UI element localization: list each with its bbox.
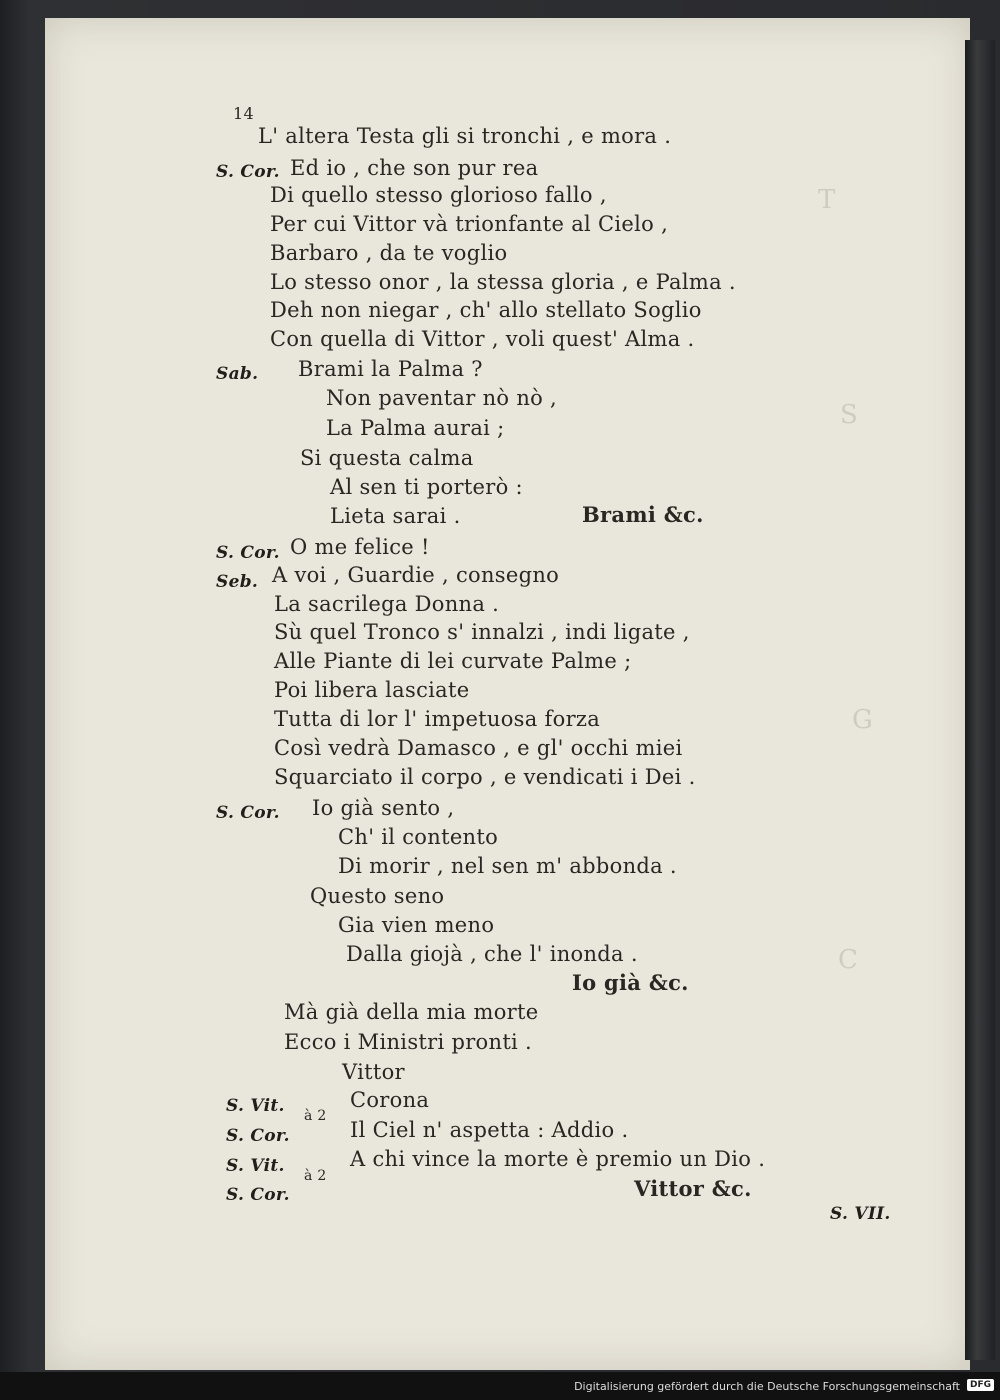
text-line: Mà già della mia morte xyxy=(284,1000,539,1024)
text-line: Ch' il contento xyxy=(338,825,499,849)
repeat-cue: Vittor &c. xyxy=(634,1176,752,1201)
text-line: Dalla giojà , che l' inonda . xyxy=(346,942,638,966)
text-line: La sacrilega Donna . xyxy=(274,592,500,616)
text-line: A voi , Guardie , consegno xyxy=(272,563,560,587)
footer-credit: Digitalisierung gefördert durch die Deutsche Forschungsgemeinschaft xyxy=(574,1380,960,1393)
text-line: Corona xyxy=(350,1088,430,1112)
show-through-mark: G xyxy=(852,705,874,735)
footer-bar xyxy=(0,1372,1000,1400)
text-line: Gia vien meno xyxy=(338,913,495,937)
text-line: Deh non niegar , ch' allo stellato Soglio xyxy=(270,298,702,322)
a-due-mark: à 2 xyxy=(304,1168,327,1184)
text-line: Per cui Vittor và trionfante al Cielo , xyxy=(270,212,669,236)
speaker-label: S. Vit. xyxy=(226,1156,285,1176)
text-line: Brami la Palma ? xyxy=(298,357,483,381)
text-line: Squarciato il corpo , e vendicati i Dei . xyxy=(274,765,696,789)
facing-page-edge xyxy=(965,40,995,1360)
text-line: Non paventar nò nò , xyxy=(326,386,558,410)
text-line: Io già sento , xyxy=(312,796,455,820)
text-line: Ecco i Ministri pronti . xyxy=(284,1030,533,1054)
text-line: Lieta sarai . xyxy=(330,504,461,528)
show-through-mark: S xyxy=(840,400,859,430)
page-number: 14 xyxy=(233,104,254,123)
text-line: Sù quel Tronco s' innalzi , indi ligate , xyxy=(274,620,690,644)
speaker-label: S. Cor. xyxy=(226,1126,290,1146)
show-through-mark: T xyxy=(818,185,837,215)
catchword: S. VII. xyxy=(830,1204,891,1224)
text-line: Vittor xyxy=(342,1060,405,1084)
speaker-label: S. Cor. xyxy=(216,543,280,563)
text-line: Al sen ti porterò : xyxy=(330,475,523,499)
speaker-label: Sab. xyxy=(216,364,259,384)
repeat-cue: Brami &c. xyxy=(582,502,704,527)
text-line: A chi vince la morte è premio un Dio . xyxy=(350,1147,766,1171)
text-line: Questo seno xyxy=(310,884,445,908)
show-through-mark: C xyxy=(838,945,859,975)
text-line: Lo stesso onor , la stessa gloria , e Palma . xyxy=(270,270,736,294)
dfg-logo: DFG xyxy=(967,1379,994,1391)
text-line: Così vedrà Damasco , e gl' occhi miei xyxy=(274,736,683,760)
text-line: Alle Piante di lei curvate Palme ; xyxy=(274,649,632,673)
text-line: La Palma aurai ; xyxy=(326,416,505,440)
speaker-label: S. Cor. xyxy=(216,162,280,182)
text-line: Di morir , nel sen m' abbonda . xyxy=(338,854,677,878)
speaker-label: S. Cor. xyxy=(216,803,280,823)
text-line: O me felice ! xyxy=(290,535,430,559)
a-due-mark: à 2 xyxy=(304,1108,327,1124)
repeat-cue: Io già &c. xyxy=(572,970,689,995)
speaker-label: Seb. xyxy=(216,572,259,592)
speaker-label: S. Cor. xyxy=(226,1185,290,1205)
text-line: Poi libera lasciate xyxy=(274,678,470,702)
text-line: Tutta di lor l' impetuosa forza xyxy=(274,707,601,731)
text-line: Si questa calma xyxy=(300,446,474,470)
text-line: L' altera Testa gli si tronchi , e mora . xyxy=(258,124,672,148)
text-line: Il Ciel n' aspetta : Addio . xyxy=(350,1118,629,1142)
text-line: Con quella di Vittor , voli quest' Alma . xyxy=(270,327,695,351)
speaker-label: S. Vit. xyxy=(226,1096,285,1116)
text-line: Barbaro , da te voglio xyxy=(270,241,508,265)
text-line: Di quello stesso glorioso fallo , xyxy=(270,183,607,207)
text-line: Ed io , che son pur rea xyxy=(290,156,539,180)
